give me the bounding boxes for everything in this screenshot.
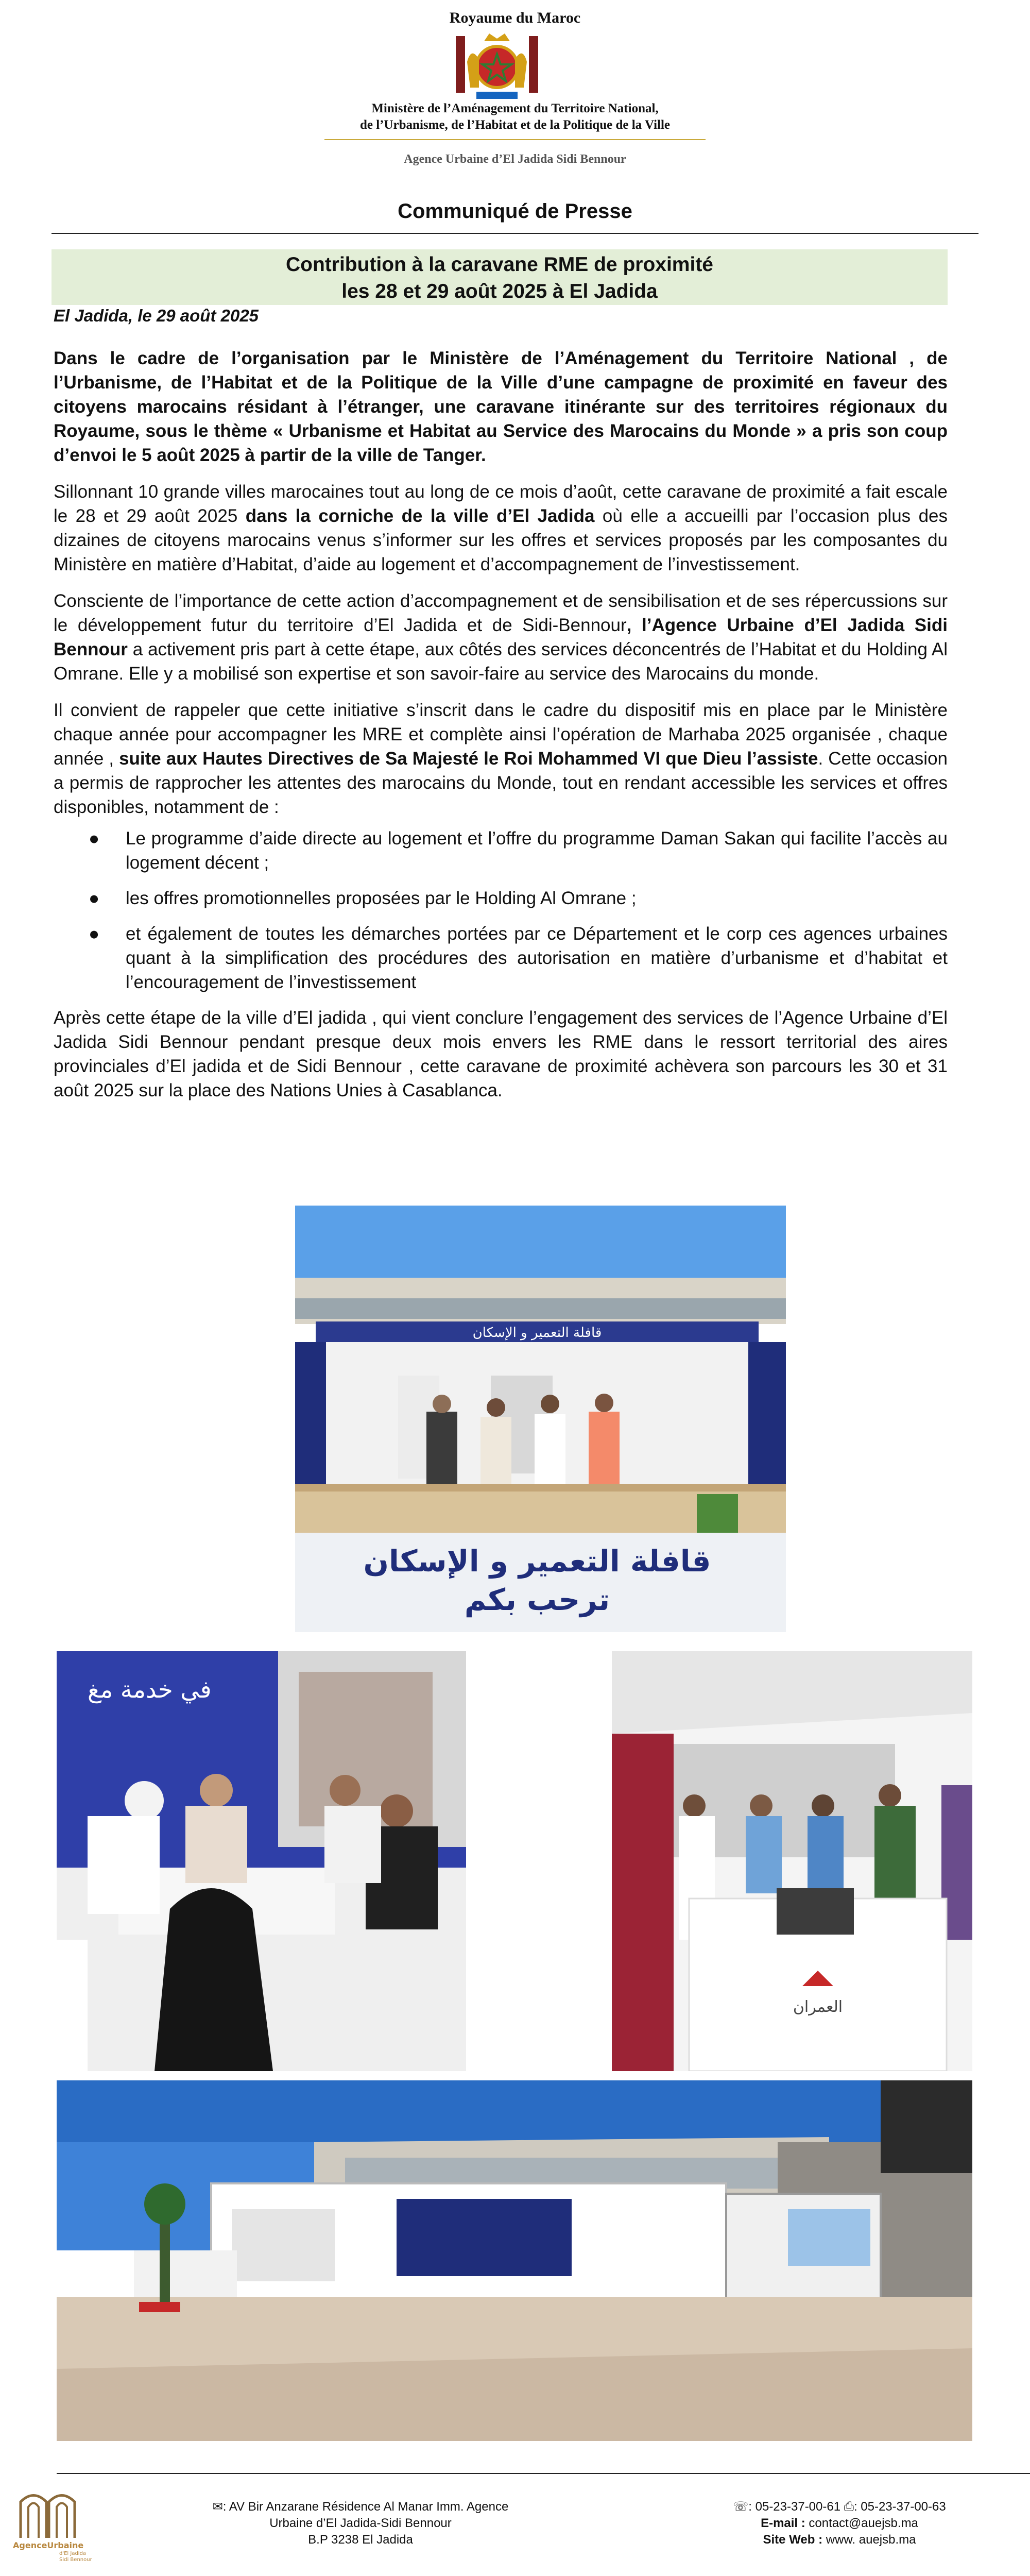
kingdom-title: Royaume du Maroc xyxy=(449,9,581,26)
caravan-team-photo xyxy=(295,1206,786,1632)
paragraph-intro: Dans le cadre de l’organisation par le Ministère de l’Aménagement du Territoire National , de l’Urbanisme, de l’Habitat et de la Politique de la Ville d’une campagne de proximité en faveur des citoyens marocains résidant à l’étranger, une caravane itinérante sur des territoires régionaux du Royaume, sous le thème « Urbanisme et Habitat au Service des Marocains du Monde » a pris son coup d’envoi le 5 août 2025 à partir de la ville de Tanger. xyxy=(54,348,948,465)
paragraph-agency xyxy=(54,589,948,686)
bullet-icon: ● xyxy=(89,828,100,849)
envelope-icon: ✉ xyxy=(212,2500,223,2514)
p3-text-end: a activement pris part à cette étape, aux côtés des services déconcentrés de l’Habitat et du Holding Al Omrane. Elle y a mobilisé son expertise et son savoir-faire au service des Marocains du monde. xyxy=(54,639,948,684)
banner-arabic-text: قافلة التعمير و الإسكان xyxy=(472,1325,602,1341)
p2-text-end: où elle a accueilli par l’occasion plus des dizaines de citoyens marocains venus s’informer sur les offres et services proposés par les composantes du Ministère en matière d’Habitat, d’aide au logement et d’accompagnement de l’investissement. xyxy=(54,506,948,574)
fax-number: : 05-23-37-00-63 xyxy=(853,2500,946,2514)
logo-line-2: d'El Jadida xyxy=(59,2551,87,2556)
subject-line-2: les 28 et 29 août 2025 à El Jadida xyxy=(341,280,658,302)
address-line-2: Urbaine d’El Jadida-Sidi Bennour xyxy=(269,2516,452,2530)
paragraph-closing: Après cette étape de la ville d’El jadida , qui vient conclure l’engagement des services de l’Agence Urbaine d’El Jadida Sidi Bennour pendant presque deux mois envers les RME dans le ressort territorial des aires provinciales d’El jadida et de Sidi Bennour , cette caravane de proximité achèvera son parcours les 30 et 31 août 2025 sur la place des Nations Unies à Casablanca. xyxy=(54,1008,948,1100)
agency-logo-icon xyxy=(10,2486,98,2564)
list-item-text: les offres promotionnelles proposées par le Holding Al Omrane ; xyxy=(126,888,637,908)
caravan-truck-photo xyxy=(57,2080,972,2441)
phone-icon: ☏ xyxy=(733,2500,749,2514)
ministry-divider xyxy=(324,139,706,140)
footer-divider xyxy=(57,2473,1030,2474)
list-item-text: Le programme d’aide directe au logement et l’offre du programme Daman Sakan qui facilite l’accès au logement décent ; xyxy=(126,828,948,873)
p2-bold: dans la corniche de la ville d’El Jadida xyxy=(245,506,595,526)
welcome-arabic-line-2: ترحب بكم xyxy=(464,1582,610,1617)
title-divider xyxy=(52,233,978,234)
welcome-arabic-line-1: قافلة التعمير و الإسكان xyxy=(363,1544,711,1579)
list-item xyxy=(54,826,948,875)
website-link[interactable]: www. auejsb.ma xyxy=(822,2533,916,2547)
logo-line-3: Sidi Bennour xyxy=(59,2557,92,2563)
list-item xyxy=(54,886,948,910)
ministry-name xyxy=(0,100,1030,133)
press-date: El Jadida, le 29 août 2025 xyxy=(54,306,259,325)
royal-crest-icon xyxy=(456,31,538,103)
paragraph-context xyxy=(54,698,948,819)
p4-bold: suite aux Hautes Directives de Sa Majesté le Roi Mohammed VI que Dieu l’assiste xyxy=(119,749,818,769)
email-link[interactable]: contact@auejsb.ma xyxy=(805,2516,918,2530)
p3-text: Consciente de l’importance de cette action d’accompagnement et de sensibilisation et de ses répercussions sur le développement futur du territoire d’El Jadida et de Sidi-Bennour xyxy=(54,591,948,635)
web-label: Site Web : xyxy=(763,2533,823,2547)
phone-number: : 05-23-37-00-61 xyxy=(748,2500,841,2514)
offers-list xyxy=(54,826,948,994)
p3-bold: , l’Agence Urbaine d’El Jadida Sidi Bennour xyxy=(54,615,948,659)
ministry-line-2: de l’Urbanisme, de l’Habitat et de la Politique de la Ville xyxy=(359,118,671,132)
p4-text: Il convient de rappeler que cette initiative s’inscrit dans le cadre du dispositif mis en place par le Ministère chaque année pour accompagner les MRE et complète ainsi l’opération de Marhaba 2025 organisée , chaque année , xyxy=(54,700,948,769)
communique-title: Communiqué de Presse xyxy=(398,200,632,223)
address-line-1: : AV Bir Anzarane Résidence Al Manar Imm. Agence xyxy=(222,2500,509,2514)
p2-text: Sillonnant 10 grande villes marocaines tout au long de ce mois d’août, cette caravane de proximité a fait escale le 28 et 29 août 2025 xyxy=(54,482,948,526)
bullet-icon: ● xyxy=(89,924,100,944)
stand-arabic-text: في خدمة مغ xyxy=(88,1675,212,1703)
footer-contact xyxy=(685,2499,994,2548)
p4-text-end: . Cette occasion a permis de rapprocher les attentes des marocains du Monde, tout en rendant accessible les services et offres disponibles, notamment de : xyxy=(54,749,948,817)
omrane-stand-photo xyxy=(612,1651,972,2071)
bullet-icon: ● xyxy=(89,888,100,908)
list-item-text: et également de toutes les démarches portées par ce Département et le corp ces agences urbaines quant à la simplification des procédures des autorisation en matière d’urbanisme et d’habitat et l’encouragement de l’investissement xyxy=(126,924,948,992)
footer-address xyxy=(175,2499,546,2548)
list-item xyxy=(54,922,948,994)
agency-name: Agence Urbaine d’El Jadida Sidi Bennour xyxy=(404,152,626,166)
logo-line-1: AgenceUrbaine xyxy=(13,2540,84,2550)
press-body xyxy=(54,346,948,1115)
advisory-desk-photo xyxy=(57,1651,466,2071)
subject-box xyxy=(52,249,948,305)
ministry-line-1: Ministère de l’Aménagement du Territoire National, xyxy=(371,101,659,115)
fax-icon: ⎙ xyxy=(844,2500,854,2514)
omrane-arabic-text: العمران xyxy=(793,1998,843,2016)
subject-line-1: Contribution à la caravane RME de proximité xyxy=(285,253,713,276)
email-label: E-mail : xyxy=(761,2516,805,2530)
paragraph-stop xyxy=(54,480,948,577)
address-line-3: B.P 3238 El Jadida xyxy=(308,2533,413,2547)
